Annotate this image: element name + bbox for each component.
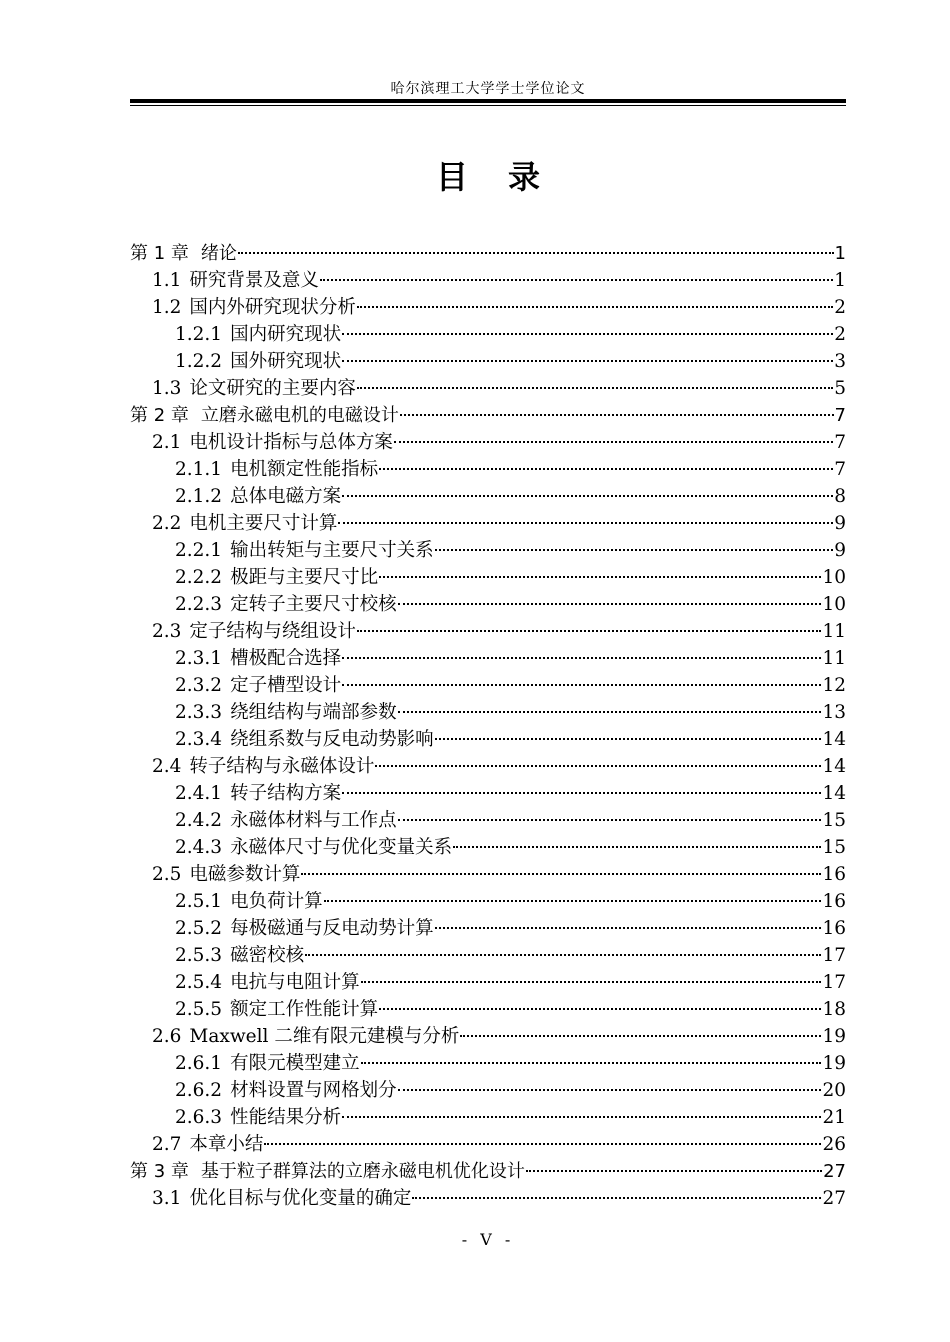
toc-entry-page: 16 — [822, 864, 846, 885]
toc-entry-title: 电机额定性能指标 — [230, 459, 379, 480]
toc-entry-page: 3 — [834, 351, 846, 372]
header-rule-thick — [130, 99, 846, 103]
toc-entry[interactable] — [130, 321, 846, 348]
toc-entry[interactable] — [130, 915, 846, 942]
toc-entry-number: 2.4.3 — [175, 837, 223, 858]
toc-entry[interactable] — [130, 1023, 846, 1050]
toc-entry-page: 13 — [822, 702, 846, 723]
toc-entry[interactable] — [130, 1077, 846, 1104]
toc-dot-leader — [342, 684, 821, 686]
toc-entry[interactable] — [130, 1104, 846, 1131]
toc-entry-title: 定子结构与绕组设计 — [189, 621, 356, 642]
toc-entry-title: 永磁体尺寸与优化变量关系 — [230, 837, 453, 858]
toc-entry-page: 7 — [834, 432, 846, 453]
toc-dot-leader — [453, 846, 821, 848]
toc-entry[interactable] — [130, 753, 846, 780]
toc-entry-title: 国内外研究现状分析 — [189, 297, 356, 318]
toc-entry-page: 16 — [822, 891, 846, 912]
toc-dot-leader — [342, 792, 821, 794]
toc-entry-number: 2.2.1 — [175, 540, 223, 561]
toc-entry-page: 15 — [822, 837, 846, 858]
toc-entry-title: 优化目标与优化变量的确定 — [189, 1188, 412, 1209]
toc-dot-leader — [320, 279, 833, 281]
toc-dot-leader — [342, 333, 833, 335]
toc-entry[interactable] — [130, 375, 846, 402]
toc-entry-title: 每极磁通与反电动势计算 — [230, 918, 434, 939]
toc-entry[interactable] — [130, 510, 846, 537]
toc-dot-leader — [342, 495, 833, 497]
toc-dot-leader — [379, 468, 833, 470]
toc-entry-number: 2.3.3 — [175, 702, 223, 723]
toc-entry[interactable] — [130, 942, 846, 969]
toc-entry-page: 14 — [822, 783, 846, 804]
toc-dot-leader — [361, 981, 822, 983]
toc-entry-number: 2.5.4 — [175, 972, 223, 993]
toc-entry-number: 2.1 — [152, 432, 182, 453]
toc-entry-number: 2.2 — [152, 513, 182, 534]
toc-entry[interactable] — [130, 1131, 846, 1158]
toc-entry-title: 槽极配合选择 — [230, 648, 342, 669]
toc-entry[interactable] — [130, 807, 846, 834]
toc-entry-number: 2.2.2 — [175, 567, 223, 588]
toc-entry[interactable] — [130, 618, 846, 645]
toc-entry-number: 第 1 章 — [130, 243, 189, 264]
toc-dot-leader — [435, 927, 822, 929]
toc-dot-leader — [342, 657, 821, 659]
toc-entry-number: 1.2 — [152, 297, 182, 318]
page-number: - V - — [461, 1230, 515, 1249]
toc-dot-leader — [379, 1008, 821, 1010]
toc-dot-leader — [342, 360, 833, 362]
toc-entry-number: 2.4.2 — [175, 810, 223, 831]
toc-entry-page: 20 — [822, 1080, 846, 1101]
toc-entry-number: 2.4.1 — [175, 783, 223, 804]
toc-entry-number: 2.3.2 — [175, 675, 223, 696]
toc-entry[interactable] — [130, 537, 846, 564]
toc-entry-page: 12 — [822, 675, 846, 696]
toc-entry-page: 17 — [822, 972, 846, 993]
toc-entry-page: 18 — [822, 999, 846, 1020]
toc-entry-page: 5 — [834, 378, 846, 399]
toc-entry-title: 极距与主要尺寸比 — [230, 567, 379, 588]
toc-entry[interactable] — [130, 240, 846, 267]
toc-entry-title: 绕组结构与端部参数 — [230, 702, 397, 723]
toc-entry-number: 2.7 — [152, 1134, 182, 1155]
toc-entry-page: 16 — [822, 918, 846, 939]
toc-entry-page: 19 — [822, 1026, 846, 1047]
toc-entry[interactable] — [130, 699, 846, 726]
toc-dot-leader — [375, 765, 821, 767]
toc-entry-number: 2.3 — [152, 621, 182, 642]
toc-dot-leader — [324, 900, 822, 902]
toc-dot-leader — [398, 711, 822, 713]
running-header: 哈尔滨理工大学学士学位论文 — [390, 81, 586, 97]
toc-entry-number: 2.5 — [152, 864, 182, 885]
toc-entry-page: 9 — [834, 540, 846, 561]
toc-entry[interactable] — [130, 1050, 846, 1077]
toc-dot-leader — [238, 252, 834, 254]
toc-dot-leader — [379, 576, 821, 578]
toc-title: 目录 — [435, 158, 580, 196]
toc-dot-leader — [398, 1089, 822, 1091]
toc-dot-leader — [301, 873, 821, 875]
toc-entry-number: 2.5.2 — [175, 918, 223, 939]
toc-dot-leader — [361, 1062, 822, 1064]
toc-entry-title: 基于粒子群算法的立磨永磁电机优化设计 — [200, 1161, 525, 1182]
toc-entry-page: 21 — [822, 1107, 846, 1128]
toc-dot-leader — [398, 603, 822, 605]
toc-entry[interactable] — [130, 429, 846, 456]
toc-dot-leader — [435, 738, 822, 740]
toc-entry-page: 11 — [822, 648, 846, 669]
toc-entry-number: 2.5.3 — [175, 945, 223, 966]
toc-entry-number: 1.2.2 — [175, 351, 223, 372]
toc-entry[interactable] — [130, 969, 846, 996]
toc-entry-page: 15 — [822, 810, 846, 831]
toc-entry-title: 永磁体材料与工作点 — [230, 810, 397, 831]
toc-entry[interactable] — [130, 888, 846, 915]
toc-entry-number: 1.3 — [152, 378, 182, 399]
toc-entry-title: 论文研究的主要内容 — [189, 378, 356, 399]
toc-entry-page: 27 — [823, 1161, 846, 1182]
toc-entry-number: 2.4 — [152, 756, 182, 777]
toc-dot-leader — [357, 630, 822, 632]
toc-entry-title: 定转子主要尺寸校核 — [230, 594, 397, 615]
toc-entry-title: 电机主要尺寸计算 — [189, 513, 338, 534]
toc-entry[interactable] — [130, 591, 846, 618]
toc-entry-title: 绪论 — [200, 243, 237, 264]
toc-entry-number: 2.1.2 — [175, 486, 223, 507]
toc-dot-leader — [412, 1197, 821, 1199]
toc-dot-leader — [526, 1170, 822, 1172]
toc-entry-title: 国内研究现状 — [230, 324, 342, 345]
table-of-contents — [130, 240, 846, 1212]
toc-entry-page: 1 — [834, 270, 846, 291]
toc-entry-number: 2.6.2 — [175, 1080, 223, 1101]
toc-entry[interactable] — [130, 996, 846, 1023]
toc-entry-title: 绕组系数与反电动势影响 — [230, 729, 434, 750]
toc-entry[interactable] — [130, 834, 846, 861]
toc-entry-title: 电抗与电阻计算 — [230, 972, 360, 993]
toc-entry[interactable] — [130, 1185, 846, 1212]
toc-dot-leader — [394, 441, 833, 443]
toc-dot-leader — [357, 306, 833, 308]
toc-entry-title: 转子结构方案 — [230, 783, 342, 804]
toc-entry-number: 1.2.1 — [175, 324, 223, 345]
toc-entry-page: 1 — [834, 243, 846, 264]
toc-entry-title: 性能结果分析 — [230, 1107, 342, 1128]
toc-entry-title: 立磨永磁电机的电磁设计 — [200, 405, 399, 426]
toc-entry-page: 11 — [822, 621, 846, 642]
toc-entry[interactable] — [130, 672, 846, 699]
toc-entry-title: 电磁参数计算 — [189, 864, 301, 885]
toc-entry-title: 转子结构与永磁体设计 — [189, 756, 375, 777]
toc-entry[interactable] — [130, 726, 846, 753]
toc-entry-title: 总体电磁方案 — [230, 486, 342, 507]
toc-entry[interactable] — [130, 267, 846, 294]
toc-entry-page: 14 — [822, 756, 846, 777]
toc-dot-leader — [264, 1143, 821, 1145]
toc-entry-number: 2.1.1 — [175, 459, 223, 480]
toc-entry-number: 2.2.3 — [175, 594, 223, 615]
toc-entry-page: 2 — [834, 324, 846, 345]
toc-dot-leader — [305, 954, 821, 956]
toc-entry-number: 2.5.5 — [175, 999, 223, 1020]
toc-entry-title: 输出转矩与主要尺寸关系 — [230, 540, 434, 561]
toc-entry-title: Maxwell 二维有限元建模与分析 — [189, 1026, 460, 1047]
toc-dot-leader — [435, 549, 834, 551]
toc-dot-leader — [357, 387, 833, 389]
toc-entry-page: 8 — [834, 486, 846, 507]
toc-entry-page: 26 — [822, 1134, 846, 1155]
toc-entry-number: 2.6.3 — [175, 1107, 223, 1128]
toc-entry-title: 有限元模型建立 — [230, 1053, 360, 1074]
toc-entry-title: 材料设置与网格划分 — [230, 1080, 397, 1101]
toc-entry-page: 9 — [834, 513, 846, 534]
toc-dot-leader — [398, 819, 822, 821]
toc-entry-number: 2.3.4 — [175, 729, 223, 750]
toc-entry-title: 额定工作性能计算 — [230, 999, 379, 1020]
toc-entry-number: 第 2 章 — [130, 405, 189, 426]
toc-entry[interactable] — [130, 483, 846, 510]
toc-entry-title: 本章小结 — [189, 1134, 264, 1155]
toc-entry-title: 定子槽型设计 — [230, 675, 342, 696]
header-rule-thin — [130, 105, 846, 106]
toc-entry-page: 17 — [822, 945, 846, 966]
toc-entry[interactable] — [130, 348, 846, 375]
toc-entry-number: 第 3 章 — [130, 1161, 189, 1182]
toc-entry-page: 7 — [834, 405, 846, 426]
toc-dot-leader — [342, 1116, 821, 1118]
toc-entry-page: 10 — [822, 594, 846, 615]
toc-entry-number: 2.5.1 — [175, 891, 223, 912]
toc-dot-leader — [338, 522, 833, 524]
toc-entry[interactable] — [130, 564, 846, 591]
toc-entry-page: 14 — [822, 729, 846, 750]
toc-entry[interactable] — [130, 456, 846, 483]
toc-entry-title: 电机设计指标与总体方案 — [189, 432, 393, 453]
toc-entry[interactable] — [130, 402, 846, 429]
toc-entry-number: 2.6.1 — [175, 1053, 223, 1074]
toc-entry[interactable] — [130, 645, 846, 672]
toc-entry[interactable] — [130, 294, 846, 321]
toc-entry-title: 研究背景及意义 — [189, 270, 319, 291]
toc-entry-number: 3.1 — [152, 1188, 182, 1209]
toc-entry-page: 2 — [834, 297, 846, 318]
toc-entry-title: 电负荷计算 — [230, 891, 323, 912]
toc-dot-leader — [400, 414, 834, 416]
toc-entry-page: 10 — [822, 567, 846, 588]
toc-entry[interactable] — [130, 861, 846, 888]
toc-entry-title: 磁密校核 — [230, 945, 305, 966]
toc-entry-page: 7 — [834, 459, 846, 480]
toc-entry[interactable] — [130, 780, 846, 807]
toc-entry[interactable] — [130, 1158, 846, 1185]
toc-entry-number: 2.6 — [152, 1026, 182, 1047]
toc-entry-page: 19 — [822, 1053, 846, 1074]
toc-entry-number: 2.3.1 — [175, 648, 223, 669]
toc-entry-page: 27 — [822, 1188, 846, 1209]
toc-dot-leader — [460, 1035, 821, 1037]
toc-entry-title: 国外研究现状 — [230, 351, 342, 372]
toc-entry-number: 1.1 — [152, 270, 182, 291]
